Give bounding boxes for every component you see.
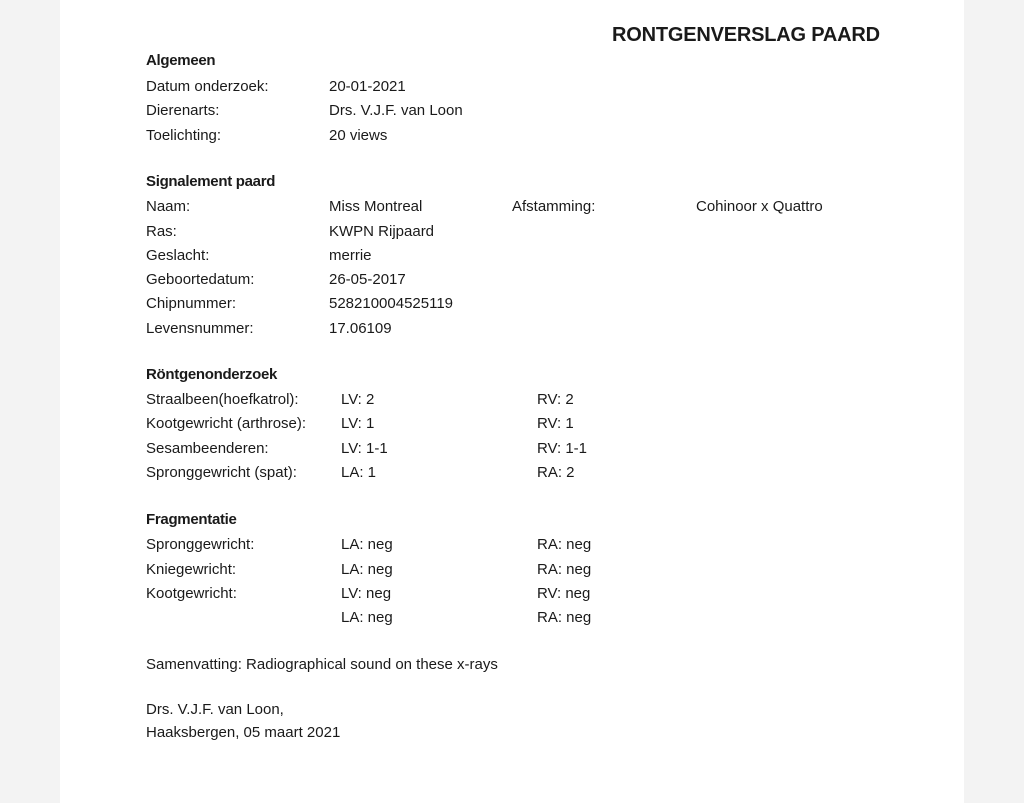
fragmentatie-row-label: Spronggewricht: bbox=[146, 536, 255, 553]
fragmentatie-row-right-value: RA: neg bbox=[537, 561, 592, 578]
chipnummer-value: 528210004525119 bbox=[329, 295, 454, 312]
fragmentatie-row-left-value: LA: neg bbox=[341, 609, 393, 626]
naam-label: Naam: bbox=[146, 198, 191, 215]
rontgen-row-label: Sesambeenderen: bbox=[146, 440, 269, 457]
fragmentatie-row-right-value: RA: neg bbox=[537, 536, 592, 553]
fragmentatie-row-label: Kootgewricht: bbox=[146, 585, 237, 602]
rontgen-row-right-value: RA: 2 bbox=[537, 464, 575, 481]
rontgen-row-right-value: RV: 2 bbox=[537, 391, 574, 408]
fragmentatie-row-label: Kniegewricht: bbox=[146, 561, 237, 578]
rontgen-row-left-value: LV: 1-1 bbox=[341, 440, 388, 457]
datum-value: 20-01-2021 bbox=[329, 78, 406, 95]
rontgen-row-right-value: RV: 1 bbox=[537, 415, 574, 432]
geboortedatum-value: 26-05-2017 bbox=[329, 271, 406, 288]
section-heading-algemeen: Algemeen bbox=[146, 52, 216, 69]
naam-value: Miss Montreal bbox=[329, 198, 423, 215]
summary-text: Samenvatting: Radiographical sound on these x-rays bbox=[146, 656, 498, 673]
levensnummer-value: 17.06109 bbox=[329, 320, 392, 337]
geslacht-label: Geslacht: bbox=[146, 247, 210, 264]
geboortedatum-label: Geboortedatum: bbox=[146, 271, 255, 288]
fragmentatie-row-left-value: LV: neg bbox=[341, 585, 392, 602]
dierenarts-label: Dierenarts: bbox=[146, 102, 220, 119]
fragmentatie-row-right-value: RV: neg bbox=[537, 585, 591, 602]
datum-label: Datum onderzoek: bbox=[146, 78, 269, 95]
afstamming-label: Afstamming: bbox=[512, 198, 596, 215]
rontgen-row-label: Spronggewricht (spat): bbox=[146, 464, 297, 481]
ras-label: Ras: bbox=[146, 223, 177, 240]
chipnummer-label: Chipnummer: bbox=[146, 295, 237, 312]
section-heading-rontgenonderzoek: Röntgenonderzoek bbox=[146, 366, 278, 383]
rontgen-row-left-value: LA: 1 bbox=[341, 464, 377, 481]
rontgen-row-label: Straalbeen(hoefkatrol): bbox=[146, 391, 299, 408]
geslacht-value: merrie bbox=[329, 247, 372, 264]
section-heading-fragmentatie: Fragmentatie bbox=[146, 511, 237, 528]
signature-place-date: Haaksbergen, 05 maart 2021 bbox=[146, 724, 341, 741]
fragmentatie-row-right-value: RA: neg bbox=[537, 609, 592, 626]
section-heading-signalement: Signalement paard bbox=[146, 173, 276, 190]
levensnummer-label: Levensnummer: bbox=[146, 320, 254, 337]
signature-name: Drs. V.J.F. van Loon, bbox=[146, 701, 284, 718]
fragmentatie-row-left-value: LA: neg bbox=[341, 536, 393, 553]
report-page bbox=[60, 0, 964, 803]
rontgen-row-left-value: LV: 1 bbox=[341, 415, 375, 432]
rontgen-row-right-value: RV: 1-1 bbox=[537, 440, 588, 457]
afstamming-value: Cohinoor x Quattro bbox=[696, 198, 823, 215]
document-title: RONTGENVERSLAG PAARD bbox=[612, 24, 880, 46]
rontgen-row-left-value: LV: 2 bbox=[341, 391, 375, 408]
toelichting-value: 20 views bbox=[329, 127, 388, 144]
toelichting-label: Toelichting: bbox=[146, 127, 222, 144]
dierenarts-value: Drs. V.J.F. van Loon bbox=[329, 102, 463, 119]
fragmentatie-row-left-value: LA: neg bbox=[341, 561, 393, 578]
rontgen-row-label: Kootgewricht (arthrose): bbox=[146, 415, 307, 432]
ras-value: KWPN Rijpaard bbox=[329, 223, 435, 240]
